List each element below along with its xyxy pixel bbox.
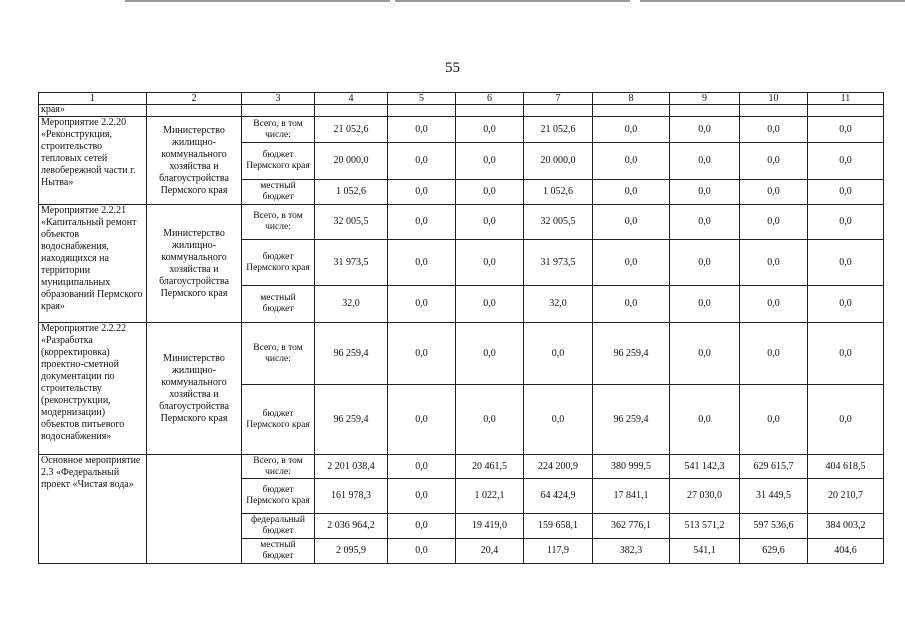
funding-source: Всего, в том числе: (242, 205, 315, 240)
funding-source: бюджет Пермского края (242, 143, 315, 180)
funding-value: 17 841,1 (593, 479, 670, 514)
funding-value: 27 030,0 (670, 479, 740, 514)
funding-value: 0,0 (808, 286, 884, 323)
column-number: 7 (524, 93, 593, 105)
funding-value: 2 095,9 (315, 539, 388, 564)
funding-value: 0,0 (670, 205, 740, 240)
funding-value: 0,0 (670, 143, 740, 180)
funding-source: Всего, в том числе: (242, 117, 315, 143)
funding-source: бюджет Пермского края (242, 479, 315, 514)
funding-value: 21 052,6 (315, 117, 388, 143)
funding-value: 0,0 (670, 240, 740, 286)
funding-value: 31 973,5 (524, 240, 593, 286)
funding-value: 0,0 (808, 323, 884, 385)
funding-value: 0,0 (593, 143, 670, 180)
funding-value: 629 615,7 (740, 455, 808, 479)
funding-value: 0,0 (388, 514, 456, 539)
funding-value: 541,1 (670, 539, 740, 564)
funding-value: 0,0 (388, 539, 456, 564)
funding-source: местный бюджет (242, 180, 315, 205)
funding-source: местный бюджет (242, 286, 315, 323)
continuation-row (39, 105, 884, 117)
funding-value: 404 618,5 (808, 455, 884, 479)
column-number-row (39, 93, 884, 105)
funding-value: 0,0 (388, 323, 456, 385)
funding-value: 0,0 (808, 385, 884, 455)
column-number: 3 (242, 93, 315, 105)
funding-source: бюджет Пермского края (242, 240, 315, 286)
column-number: 10 (740, 93, 808, 105)
funding-value: 161 978,3 (315, 479, 388, 514)
funding-value: 541 142,3 (670, 455, 740, 479)
top-edge-line (640, 0, 905, 2)
funding-value: 117,9 (524, 539, 593, 564)
funding-value: 0,0 (670, 180, 740, 205)
funding-value: 20,4 (456, 539, 524, 564)
funding-source: бюджет Пермского края (242, 385, 315, 455)
funding-value: 31 973,5 (315, 240, 388, 286)
funding-value: 0,0 (388, 180, 456, 205)
funding-value: 19 419,0 (456, 514, 524, 539)
funding-value: 32 005,5 (315, 205, 388, 240)
funding-value: 96 259,4 (315, 385, 388, 455)
funding-value: 1 022,1 (456, 479, 524, 514)
funding-value: 0,0 (740, 205, 808, 240)
funding-value: 0,0 (456, 385, 524, 455)
budget-table (38, 92, 884, 564)
funding-source: местный бюджет (242, 539, 315, 564)
funding-value: 0,0 (740, 323, 808, 385)
funding-value: 96 259,4 (593, 323, 670, 385)
funding-value: 0,0 (593, 117, 670, 143)
funding-value: 0,0 (670, 117, 740, 143)
top-edge-line (125, 0, 390, 2)
funding-value: 0,0 (808, 240, 884, 286)
funding-value: 0,0 (388, 385, 456, 455)
funding-value: 362 776,1 (593, 514, 670, 539)
funding-value: 597 536,6 (740, 514, 808, 539)
funding-source: Всего, в том числе: (242, 323, 315, 385)
funding-value: 0,0 (593, 240, 670, 286)
funding-value: 0,0 (524, 323, 593, 385)
funding-value: 0,0 (388, 240, 456, 286)
funding-source: Всего, в том числе: (242, 455, 315, 479)
table-row (39, 323, 884, 385)
funding-value: 64 424,9 (524, 479, 593, 514)
funding-value: 224 200,9 (524, 455, 593, 479)
column-number: 11 (808, 93, 884, 105)
executor-name: Министерство жилищно-коммунального хозяйства и благоустройства Пермского края (147, 323, 242, 455)
funding-value: 0,0 (808, 205, 884, 240)
measure-name: Мероприятие 2.2.20 «Реконструкция, строительство тепловых сетей левобережной части г. Нытва» (39, 117, 147, 205)
funding-value: 21 052,6 (524, 117, 593, 143)
funding-value: 20 000,0 (524, 143, 593, 180)
funding-value: 0,0 (388, 205, 456, 240)
funding-value: 96 259,4 (315, 323, 388, 385)
funding-value: 32,0 (315, 286, 388, 323)
column-number: 8 (593, 93, 670, 105)
executor-name: Министерство жилищно-коммунального хозяйства и благоустройства Пермского края (147, 205, 242, 323)
funding-value: 0,0 (456, 240, 524, 286)
funding-value: 0,0 (388, 479, 456, 514)
funding-value: 382,3 (593, 539, 670, 564)
column-number: 4 (315, 93, 388, 105)
continuation-text: края» (39, 105, 147, 117)
funding-value: 0,0 (808, 180, 884, 205)
funding-value: 32 005,5 (524, 205, 593, 240)
funding-value: 0,0 (740, 180, 808, 205)
funding-value: 0,0 (456, 323, 524, 385)
funding-value: 0,0 (593, 180, 670, 205)
funding-value: 0,0 (740, 286, 808, 323)
funding-value: 0,0 (740, 117, 808, 143)
funding-value: 159 658,1 (524, 514, 593, 539)
funding-value: 31 449,5 (740, 479, 808, 514)
funding-value: 0,0 (456, 286, 524, 323)
column-number: 9 (670, 93, 740, 105)
funding-value: 0,0 (456, 205, 524, 240)
funding-value: 2 036 964,2 (315, 514, 388, 539)
funding-value: 513 571,2 (670, 514, 740, 539)
funding-value: 0,0 (808, 117, 884, 143)
funding-source: федеральный бюджет (242, 514, 315, 539)
table-row (39, 205, 884, 240)
funding-value: 384 003,2 (808, 514, 884, 539)
funding-value: 0,0 (456, 143, 524, 180)
funding-value: 20 210,7 (808, 479, 884, 514)
funding-value: 629,6 (740, 539, 808, 564)
funding-value: 2 201 038,4 (315, 455, 388, 479)
funding-value: 404,6 (808, 539, 884, 564)
funding-value: 96 259,4 (593, 385, 670, 455)
measure-name: Основное мероприятие 2.3 «Федеральный проект «Чистая вода» (39, 455, 147, 564)
funding-value: 0,0 (670, 323, 740, 385)
funding-value: 1 052,6 (524, 180, 593, 205)
funding-value: 0,0 (388, 286, 456, 323)
funding-value: 0,0 (740, 385, 808, 455)
funding-value: 0,0 (456, 180, 524, 205)
table-row (39, 117, 884, 143)
measure-name: Мероприятие 2.2.22 «Разработка (корректировка) проектно-сметной документации по строительству (реконструкции, модернизации) объектов питьевого водоснабжения» (39, 323, 147, 455)
funding-value: 32,0 (524, 286, 593, 323)
funding-value: 0,0 (593, 286, 670, 323)
funding-value: 0,0 (388, 117, 456, 143)
column-number: 5 (388, 93, 456, 105)
table-row (39, 455, 884, 479)
column-number: 1 (39, 93, 147, 105)
column-number: 2 (147, 93, 242, 105)
funding-value: 0,0 (456, 117, 524, 143)
executor-name: Министерство жилищно-коммунального хозяйства и благоустройства Пермского края (147, 117, 242, 205)
page-number: 55 (445, 60, 460, 76)
funding-value: 20 461,5 (456, 455, 524, 479)
funding-value: 0,0 (740, 143, 808, 180)
measure-name: Мероприятие 2.2.21 «Капитальный ремонт объектов водоснабжения, находящихся на территории муниципальных образований Пермского края» (39, 205, 147, 323)
funding-value: 0,0 (524, 385, 593, 455)
funding-value: 1 052,6 (315, 180, 388, 205)
funding-value: 0,0 (670, 385, 740, 455)
funding-value: 20 000,0 (315, 143, 388, 180)
funding-value: 0,0 (388, 143, 456, 180)
column-number: 6 (456, 93, 524, 105)
funding-value: 0,0 (670, 286, 740, 323)
funding-value: 0,0 (808, 143, 884, 180)
funding-value: 0,0 (740, 240, 808, 286)
funding-value: 0,0 (388, 455, 456, 479)
funding-value: 0,0 (593, 205, 670, 240)
executor-name (147, 455, 242, 564)
funding-value: 380 999,5 (593, 455, 670, 479)
top-edge-line (395, 0, 630, 2)
